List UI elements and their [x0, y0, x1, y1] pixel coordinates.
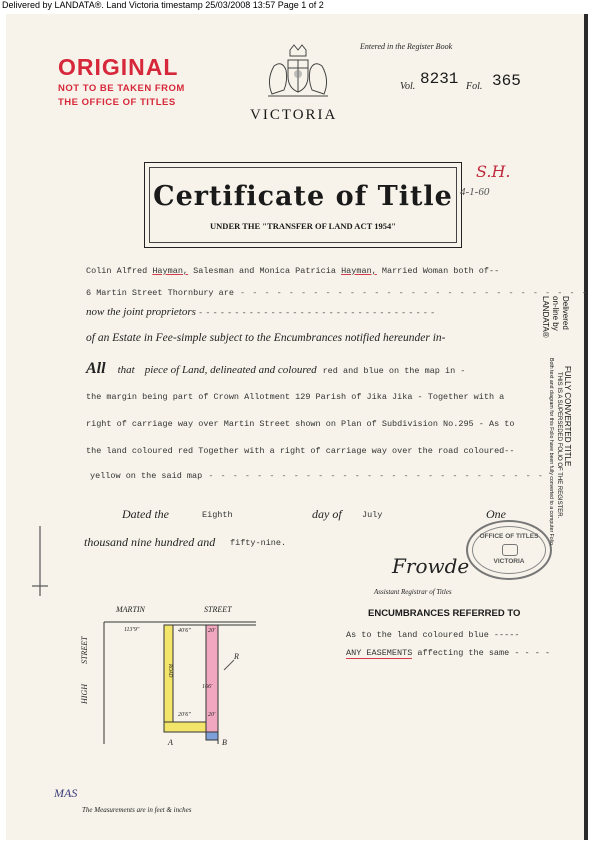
road-yellow-bottom	[164, 722, 206, 732]
dated-month: July	[362, 510, 383, 520]
land-map	[96, 614, 266, 754]
seal-crown-icon	[502, 544, 518, 556]
side-delivered: Delivered	[561, 296, 570, 330]
land-line: All that piece of Land, delineated and coloured red and blue on the map in -	[86, 360, 466, 377]
margin-note-initials: S.H.	[476, 162, 511, 181]
dated-year: fifty-nine.	[230, 538, 287, 548]
map-street-label: STREET	[204, 605, 232, 614]
road-yellow	[164, 625, 173, 732]
dim-top-right: 20'	[208, 628, 216, 634]
body-line-6: right of carriage way over Martin Street shown on Plan of Subdivision No.295 - As to	[86, 419, 515, 429]
footer-initials: MAS	[54, 786, 78, 800]
encumbrances-line-1: As to the land coloured blue -----	[346, 630, 520, 640]
dim-top-left: 113'9"	[124, 627, 140, 633]
dim-bottom-right: 20'	[208, 712, 216, 718]
map-high-label: HIGH	[80, 684, 89, 704]
fol-label: Fol.	[466, 81, 483, 92]
owners-line: Colin Alfred Hayman, Salesman and Monica Patricia Hayman, Married Woman both of--	[86, 266, 500, 276]
margin-note-date: 4-1-60	[460, 186, 490, 198]
address-line: 6 Martin Street Thornbury are - - - - - - - - - - - - - - - - - - - - - - - - - - - - -	[86, 288, 588, 298]
stamp-line-1: NOT TO BE TAKEN FROM	[58, 83, 185, 94]
delivery-header: Delivered by LANDATA®. Land Victoria timestamp 25/03/2008 13:57 Page 1 of 2	[2, 0, 324, 10]
title-box	[144, 162, 462, 248]
estate-line: of an Estate in Fee-simple subject to the Encumbrances notified hereunder in-	[86, 332, 446, 344]
dim-mid: 166'	[202, 684, 213, 690]
dated-label: Dated the	[122, 507, 169, 521]
vol-label: Vol.	[400, 81, 416, 92]
dated-day: Eighth	[202, 510, 233, 520]
dated-one: One	[486, 507, 506, 521]
office-seal	[466, 520, 552, 580]
thousand-label: thousand nine hundred and	[84, 535, 216, 549]
proprietors-line: now the joint proprietors - - - - - - - - - - - - - - - - - - - - - - - - - - - - - - - - -	[86, 306, 436, 318]
signature-role: Assistant Registrar of Titles	[374, 588, 452, 596]
seal-top-text: OFFICE OF TITLES	[479, 533, 539, 540]
road-label: ROAD	[167, 664, 172, 678]
body-line-8: yellow on the said map - - - - - - - - - - - - - - - - - - - - - - - - - - - -	[90, 471, 544, 481]
register-entered: Entered in the Register Book	[360, 42, 453, 51]
side-both: Both text and diagram for this Folio have been fully converted to a computer Folio.	[548, 358, 554, 547]
measurements-note: The Measurements are in feet & inches	[82, 806, 192, 814]
side-online: on-line by	[551, 296, 560, 331]
margin-mark-icon	[30, 526, 50, 596]
crest-state: VICTORIA	[250, 107, 338, 123]
body-line-7: the land coloured red Together with a right of carriage way over the road coloured--	[86, 446, 515, 456]
corner-b: B	[222, 738, 227, 747]
body-line-5: the margin being part of Crown Allotment 129 Parish of Jika Jika - Together with a	[86, 392, 505, 402]
certificate-page	[6, 14, 588, 840]
easement-blue	[206, 732, 218, 740]
fol-number: 365	[492, 72, 521, 90]
stamp-line-2: THE OFFICE OF TITLES	[58, 97, 176, 108]
side-landata: LANDATA®	[541, 296, 550, 338]
original-stamp: ORIGINAL	[58, 54, 179, 80]
vol-number: 8231	[420, 70, 459, 88]
encumbrances-heading: ENCUMBRANCES REFERRED TO	[368, 608, 521, 619]
corner-a: A	[168, 738, 173, 747]
dim-bottom: 20'6"	[178, 712, 191, 718]
coat-of-arms-icon	[262, 42, 334, 104]
day-of-label: day of	[312, 507, 342, 521]
map-high-street-label: STREET	[80, 636, 89, 664]
encumbrances-line-2: ANY EASEMENTS affecting the same - - - -	[346, 648, 551, 658]
certificate-subtitle: UNDER THE "TRANSFER OF LAND ACT 1954"	[210, 221, 396, 231]
signature: Frowde	[392, 554, 470, 578]
dim-top-mid: 40'6"	[178, 628, 191, 634]
map-martin-label: MARTIN	[116, 605, 145, 614]
side-fully-converted: FULLY CONVERTED TITLE	[563, 366, 572, 467]
dim-right: R	[234, 652, 239, 661]
seal-bottom-text: VICTORIA	[493, 558, 525, 565]
certificate-title: Certificate of Title	[153, 181, 453, 212]
side-superseded: THIS IS A SUPERSEDED FOLIO OF THE REGISTER.	[556, 372, 562, 519]
